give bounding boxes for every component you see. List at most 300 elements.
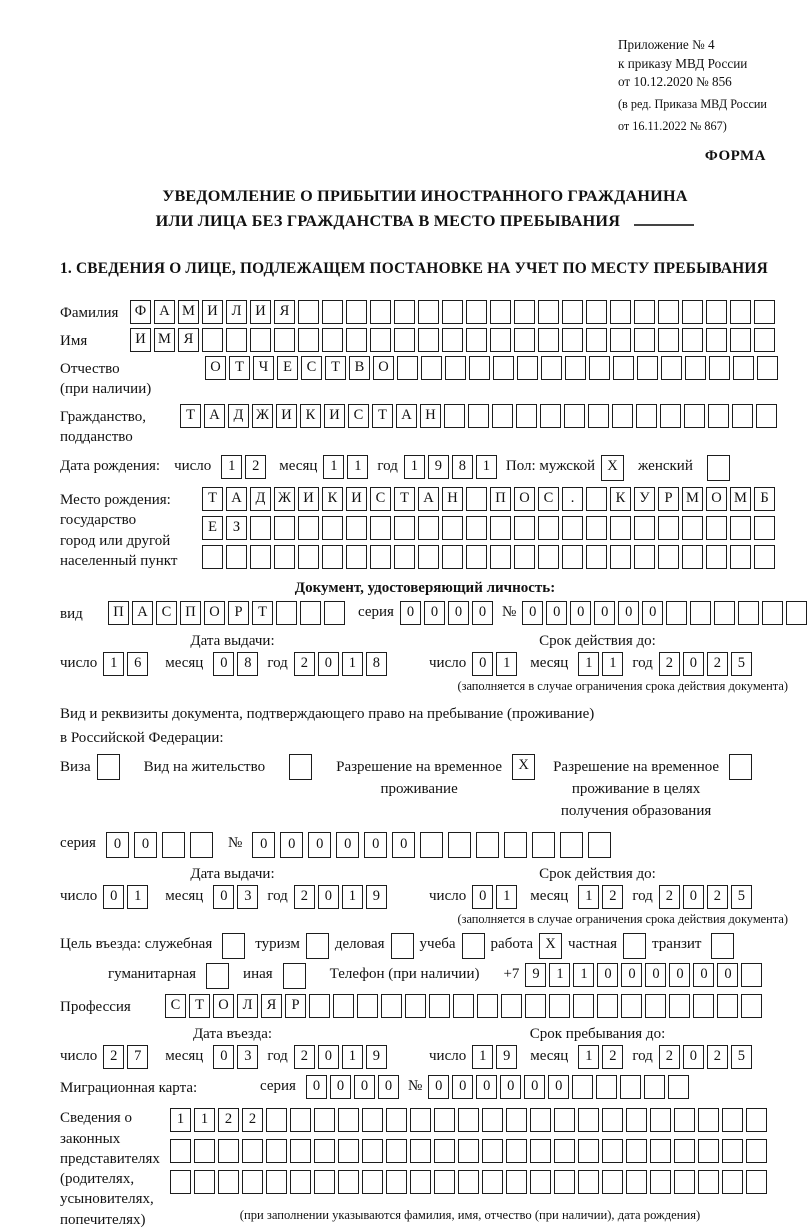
- char-cell[interactable]: [730, 328, 751, 352]
- char-cell[interactable]: [714, 601, 735, 625]
- char-cell[interactable]: 0: [308, 832, 331, 858]
- char-cell[interactable]: 3: [237, 1045, 258, 1069]
- char-cell[interactable]: [693, 994, 714, 1018]
- char-cell[interactable]: 0: [336, 832, 359, 858]
- char-cell[interactable]: [338, 1170, 359, 1194]
- char-cell[interactable]: 0: [683, 652, 704, 676]
- char-cell[interactable]: С: [538, 487, 559, 511]
- char-cell[interactable]: [645, 994, 666, 1018]
- char-cell[interactable]: И: [298, 487, 319, 511]
- char-cell[interactable]: 1: [578, 1045, 599, 1069]
- char-cell[interactable]: С: [370, 487, 391, 511]
- char-cell[interactable]: П: [180, 601, 201, 625]
- char-cell[interactable]: [623, 933, 646, 959]
- char-cell[interactable]: [514, 300, 535, 324]
- char-cell[interactable]: [434, 1139, 455, 1163]
- char-cell[interactable]: [588, 832, 611, 858]
- char-cell[interactable]: [386, 1108, 407, 1132]
- char-cell[interactable]: 9: [366, 885, 387, 909]
- char-cell[interactable]: [754, 545, 775, 569]
- char-cell[interactable]: [274, 516, 295, 540]
- char-cell[interactable]: [650, 1170, 671, 1194]
- char-cell[interactable]: 2: [659, 885, 680, 909]
- char-cell[interactable]: [706, 545, 727, 569]
- char-cell[interactable]: Т: [229, 356, 250, 380]
- char-cell[interactable]: 6: [127, 652, 148, 676]
- char-cell[interactable]: [506, 1108, 527, 1132]
- char-cell[interactable]: Т: [202, 487, 223, 511]
- char-cell[interactable]: [586, 516, 607, 540]
- char-cell[interactable]: [490, 516, 511, 540]
- char-cell[interactable]: 0: [330, 1075, 351, 1099]
- char-cell[interactable]: [746, 1108, 767, 1132]
- char-cell[interactable]: [314, 1170, 335, 1194]
- char-cell[interactable]: [708, 404, 729, 428]
- char-cell[interactable]: [290, 1139, 311, 1163]
- char-cell[interactable]: 2: [659, 652, 680, 676]
- char-cell[interactable]: [370, 516, 391, 540]
- char-cell[interactable]: [538, 545, 559, 569]
- char-cell[interactable]: [276, 601, 297, 625]
- char-cell[interactable]: [97, 754, 120, 780]
- char-cell[interactable]: Я: [274, 300, 295, 324]
- char-cell[interactable]: В: [349, 356, 370, 380]
- char-cell[interactable]: [554, 1170, 575, 1194]
- char-cell[interactable]: Т: [189, 994, 210, 1018]
- char-cell[interactable]: [738, 601, 759, 625]
- char-cell[interactable]: [634, 516, 655, 540]
- char-cell[interactable]: [610, 300, 631, 324]
- char-cell[interactable]: [418, 300, 439, 324]
- char-cell[interactable]: [391, 933, 414, 959]
- char-cell[interactable]: .: [562, 487, 583, 511]
- char-cell[interactable]: [266, 1170, 287, 1194]
- char-cell[interactable]: [362, 1139, 383, 1163]
- char-cell[interactable]: 2: [659, 1045, 680, 1069]
- char-cell[interactable]: 1: [347, 455, 368, 479]
- char-cell[interactable]: [242, 1170, 263, 1194]
- char-cell[interactable]: [453, 994, 474, 1018]
- char-cell[interactable]: 3: [237, 885, 258, 909]
- char-cell[interactable]: [669, 994, 690, 1018]
- char-cell[interactable]: 2: [602, 885, 623, 909]
- char-cell[interactable]: 1: [573, 963, 594, 987]
- char-cell[interactable]: [661, 356, 682, 380]
- char-cell[interactable]: 0: [717, 963, 738, 987]
- char-cell[interactable]: 0: [597, 963, 618, 987]
- char-cell[interactable]: [338, 1108, 359, 1132]
- char-cell[interactable]: 0: [594, 601, 615, 625]
- char-cell[interactable]: [429, 994, 450, 1018]
- char-cell[interactable]: [477, 994, 498, 1018]
- char-cell[interactable]: [706, 516, 727, 540]
- char-cell[interactable]: [346, 516, 367, 540]
- char-cell[interactable]: [666, 601, 687, 625]
- char-cell[interactable]: 2: [245, 455, 266, 479]
- char-cell[interactable]: [190, 832, 213, 858]
- char-cell[interactable]: [565, 356, 586, 380]
- char-cell[interactable]: [562, 300, 583, 324]
- char-cell[interactable]: [578, 1139, 599, 1163]
- char-cell[interactable]: 1: [170, 1108, 191, 1132]
- char-cell[interactable]: [274, 328, 295, 352]
- char-cell[interactable]: [490, 545, 511, 569]
- char-cell[interactable]: [658, 328, 679, 352]
- char-cell[interactable]: [410, 1170, 431, 1194]
- char-cell[interactable]: Т: [372, 404, 393, 428]
- char-cell[interactable]: К: [300, 404, 321, 428]
- char-cell[interactable]: 0: [106, 832, 129, 858]
- char-cell[interactable]: 0: [472, 885, 493, 909]
- char-cell[interactable]: [634, 300, 655, 324]
- char-cell[interactable]: [634, 545, 655, 569]
- char-cell[interactable]: Ч: [253, 356, 274, 380]
- char-cell[interactable]: 2: [218, 1108, 239, 1132]
- char-cell[interactable]: [370, 300, 391, 324]
- char-cell[interactable]: 1: [194, 1108, 215, 1132]
- char-cell[interactable]: [562, 328, 583, 352]
- char-cell[interactable]: 9: [366, 1045, 387, 1069]
- char-cell[interactable]: [733, 356, 754, 380]
- char-cell[interactable]: С: [156, 601, 177, 625]
- char-cell[interactable]: [626, 1170, 647, 1194]
- char-cell[interactable]: [226, 545, 247, 569]
- char-cell[interactable]: [386, 1170, 407, 1194]
- char-cell[interactable]: [610, 516, 631, 540]
- char-cell[interactable]: [690, 601, 711, 625]
- char-cell[interactable]: [698, 1108, 719, 1132]
- char-cell[interactable]: [538, 516, 559, 540]
- char-cell[interactable]: [596, 1075, 617, 1099]
- char-cell[interactable]: [636, 404, 657, 428]
- char-cell[interactable]: [730, 300, 751, 324]
- char-cell[interactable]: 8: [366, 652, 387, 676]
- char-cell[interactable]: [650, 1139, 671, 1163]
- char-cell[interactable]: П: [490, 487, 511, 511]
- char-cell[interactable]: [420, 832, 443, 858]
- char-cell[interactable]: 0: [452, 1075, 473, 1099]
- char-cell[interactable]: [218, 1170, 239, 1194]
- char-cell[interactable]: [722, 1170, 743, 1194]
- char-cell[interactable]: 0: [134, 832, 157, 858]
- char-cell[interactable]: [442, 545, 463, 569]
- char-cell[interactable]: [346, 545, 367, 569]
- char-cell[interactable]: [434, 1108, 455, 1132]
- char-cell[interactable]: 0: [476, 1075, 497, 1099]
- char-cell[interactable]: [162, 832, 185, 858]
- char-cell[interactable]: Ф: [130, 300, 151, 324]
- char-cell[interactable]: [298, 516, 319, 540]
- char-cell[interactable]: [730, 545, 751, 569]
- char-cell[interactable]: С: [348, 404, 369, 428]
- char-cell[interactable]: [202, 545, 223, 569]
- char-cell[interactable]: О: [213, 994, 234, 1018]
- char-cell[interactable]: [226, 328, 247, 352]
- char-cell[interactable]: [706, 300, 727, 324]
- char-cell[interactable]: [421, 356, 442, 380]
- char-cell[interactable]: 2: [242, 1108, 263, 1132]
- char-cell[interactable]: [562, 545, 583, 569]
- char-cell[interactable]: [706, 328, 727, 352]
- char-cell[interactable]: [532, 832, 555, 858]
- char-cell[interactable]: [674, 1108, 695, 1132]
- char-cell[interactable]: [394, 300, 415, 324]
- char-cell[interactable]: [685, 356, 706, 380]
- char-cell[interactable]: 1: [578, 885, 599, 909]
- char-cell[interactable]: [711, 933, 734, 959]
- char-cell[interactable]: 0: [546, 601, 567, 625]
- char-cell[interactable]: 1: [496, 885, 517, 909]
- char-cell[interactable]: Н: [442, 487, 463, 511]
- char-cell[interactable]: [405, 994, 426, 1018]
- char-cell[interactable]: [462, 933, 485, 959]
- char-cell[interactable]: 0: [213, 1045, 234, 1069]
- char-cell[interactable]: [306, 933, 329, 959]
- char-cell[interactable]: [442, 300, 463, 324]
- char-cell[interactable]: [506, 1170, 527, 1194]
- char-cell[interactable]: И: [346, 487, 367, 511]
- char-cell[interactable]: [418, 328, 439, 352]
- char-cell[interactable]: [466, 487, 487, 511]
- char-cell[interactable]: [516, 404, 537, 428]
- char-cell[interactable]: 1: [342, 652, 363, 676]
- char-cell[interactable]: А: [396, 404, 417, 428]
- char-cell[interactable]: [394, 516, 415, 540]
- char-cell[interactable]: [602, 1139, 623, 1163]
- char-cell[interactable]: [597, 994, 618, 1018]
- char-cell[interactable]: [562, 516, 583, 540]
- char-cell[interactable]: [698, 1170, 719, 1194]
- char-cell[interactable]: Т: [325, 356, 346, 380]
- char-cell[interactable]: 0: [318, 1045, 339, 1069]
- char-cell[interactable]: [572, 1075, 593, 1099]
- char-cell[interactable]: [525, 994, 546, 1018]
- char-cell[interactable]: [482, 1139, 503, 1163]
- char-cell[interactable]: [621, 994, 642, 1018]
- char-cell[interactable]: [300, 601, 321, 625]
- char-cell[interactable]: 0: [378, 1075, 399, 1099]
- char-cell[interactable]: А: [132, 601, 153, 625]
- char-cell[interactable]: [490, 300, 511, 324]
- char-cell[interactable]: [194, 1139, 215, 1163]
- char-cell[interactable]: [658, 545, 679, 569]
- char-cell[interactable]: 7: [127, 1045, 148, 1069]
- char-cell[interactable]: [346, 328, 367, 352]
- char-cell[interactable]: [560, 832, 583, 858]
- char-cell[interactable]: [674, 1139, 695, 1163]
- char-cell[interactable]: О: [373, 356, 394, 380]
- char-cell[interactable]: И: [202, 300, 223, 324]
- char-cell[interactable]: [762, 601, 783, 625]
- char-cell[interactable]: 2: [707, 652, 728, 676]
- char-cell[interactable]: [586, 300, 607, 324]
- char-cell[interactable]: [602, 1108, 623, 1132]
- char-cell[interactable]: Д: [250, 487, 271, 511]
- char-cell[interactable]: [418, 545, 439, 569]
- char-cell[interactable]: [541, 356, 562, 380]
- char-cell[interactable]: [530, 1108, 551, 1132]
- char-cell[interactable]: [578, 1108, 599, 1132]
- char-cell[interactable]: М: [730, 487, 751, 511]
- char-cell[interactable]: [222, 933, 245, 959]
- char-cell[interactable]: [482, 1108, 503, 1132]
- char-cell[interactable]: [620, 1075, 641, 1099]
- char-cell[interactable]: [741, 963, 762, 987]
- char-cell[interactable]: 0: [683, 1045, 704, 1069]
- char-cell[interactable]: 0: [392, 832, 415, 858]
- char-cell[interactable]: 5: [731, 652, 752, 676]
- char-cell[interactable]: 0: [318, 652, 339, 676]
- char-cell[interactable]: 1: [323, 455, 344, 479]
- char-cell[interactable]: 1: [404, 455, 425, 479]
- char-cell[interactable]: А: [418, 487, 439, 511]
- char-cell[interactable]: [786, 601, 807, 625]
- char-cell[interactable]: 0: [428, 1075, 449, 1099]
- char-cell[interactable]: [333, 994, 354, 1018]
- char-cell[interactable]: Р: [228, 601, 249, 625]
- char-cell[interactable]: [482, 1170, 503, 1194]
- char-cell[interactable]: [492, 404, 513, 428]
- char-cell[interactable]: [658, 516, 679, 540]
- char-cell[interactable]: [410, 1108, 431, 1132]
- char-cell[interactable]: [309, 994, 330, 1018]
- char-cell[interactable]: О: [706, 487, 727, 511]
- char-cell[interactable]: З: [226, 516, 247, 540]
- char-cell[interactable]: У: [634, 487, 655, 511]
- char-cell[interactable]: К: [610, 487, 631, 511]
- char-cell[interactable]: 8: [452, 455, 473, 479]
- char-cell[interactable]: И: [324, 404, 345, 428]
- char-cell[interactable]: И: [130, 328, 151, 352]
- char-cell[interactable]: [602, 1170, 623, 1194]
- char-cell[interactable]: Ж: [274, 487, 295, 511]
- char-cell[interactable]: [444, 404, 465, 428]
- char-cell[interactable]: [410, 1139, 431, 1163]
- char-cell[interactable]: 9: [525, 963, 546, 987]
- char-cell[interactable]: [394, 545, 415, 569]
- char-cell[interactable]: 0: [570, 601, 591, 625]
- char-cell[interactable]: 2: [707, 885, 728, 909]
- char-cell[interactable]: X: [512, 754, 535, 780]
- char-cell[interactable]: [589, 356, 610, 380]
- char-cell[interactable]: Ж: [252, 404, 273, 428]
- char-cell[interactable]: [250, 516, 271, 540]
- char-cell[interactable]: 9: [496, 1045, 517, 1069]
- char-cell[interactable]: [757, 356, 778, 380]
- char-cell[interactable]: [298, 300, 319, 324]
- char-cell[interactable]: К: [322, 487, 343, 511]
- char-cell[interactable]: [468, 404, 489, 428]
- char-cell[interactable]: Л: [226, 300, 247, 324]
- char-cell[interactable]: 0: [103, 885, 124, 909]
- char-cell[interactable]: 0: [522, 601, 543, 625]
- char-cell[interactable]: О: [514, 487, 535, 511]
- char-cell[interactable]: [445, 356, 466, 380]
- char-cell[interactable]: [549, 994, 570, 1018]
- char-cell[interactable]: [554, 1139, 575, 1163]
- char-cell[interactable]: [314, 1139, 335, 1163]
- char-cell[interactable]: [274, 545, 295, 569]
- char-cell[interactable]: И: [276, 404, 297, 428]
- char-cell[interactable]: 2: [103, 1045, 124, 1069]
- char-cell[interactable]: [707, 455, 730, 481]
- char-cell[interactable]: [588, 404, 609, 428]
- char-cell[interactable]: [476, 832, 499, 858]
- char-cell[interactable]: 0: [280, 832, 303, 858]
- char-cell[interactable]: [290, 1170, 311, 1194]
- char-cell[interactable]: 0: [306, 1075, 327, 1099]
- char-cell[interactable]: 1: [342, 1045, 363, 1069]
- char-cell[interactable]: Т: [252, 601, 273, 625]
- char-cell[interactable]: 9: [428, 455, 449, 479]
- char-cell[interactable]: [386, 1139, 407, 1163]
- char-cell[interactable]: М: [154, 328, 175, 352]
- char-cell[interactable]: 1: [103, 652, 124, 676]
- char-cell[interactable]: 0: [472, 601, 493, 625]
- char-cell[interactable]: [283, 963, 306, 989]
- char-cell[interactable]: Л: [237, 994, 258, 1018]
- char-cell[interactable]: [586, 545, 607, 569]
- char-cell[interactable]: [218, 1139, 239, 1163]
- char-cell[interactable]: [668, 1075, 689, 1099]
- char-cell[interactable]: [612, 404, 633, 428]
- char-cell[interactable]: 0: [252, 832, 275, 858]
- char-cell[interactable]: [466, 545, 487, 569]
- char-cell[interactable]: [682, 516, 703, 540]
- char-cell[interactable]: [530, 1139, 551, 1163]
- char-cell[interactable]: [732, 404, 753, 428]
- char-cell[interactable]: [418, 516, 439, 540]
- char-cell[interactable]: [501, 994, 522, 1018]
- char-cell[interactable]: 0: [213, 652, 234, 676]
- char-cell[interactable]: П: [108, 601, 129, 625]
- char-cell[interactable]: [250, 328, 271, 352]
- char-cell[interactable]: 0: [500, 1075, 521, 1099]
- char-cell[interactable]: [338, 1139, 359, 1163]
- char-cell[interactable]: 0: [621, 963, 642, 987]
- char-cell[interactable]: 0: [683, 885, 704, 909]
- char-cell[interactable]: 2: [294, 885, 315, 909]
- char-cell[interactable]: 0: [318, 885, 339, 909]
- char-cell[interactable]: [370, 328, 391, 352]
- char-cell[interactable]: [298, 545, 319, 569]
- char-cell[interactable]: [722, 1139, 743, 1163]
- char-cell[interactable]: [717, 994, 738, 1018]
- char-cell[interactable]: [538, 300, 559, 324]
- char-cell[interactable]: Я: [261, 994, 282, 1018]
- char-cell[interactable]: [322, 328, 343, 352]
- char-cell[interactable]: [442, 328, 463, 352]
- char-cell[interactable]: [514, 545, 535, 569]
- char-cell[interactable]: [682, 328, 703, 352]
- char-cell[interactable]: Н: [420, 404, 441, 428]
- char-cell[interactable]: Т: [394, 487, 415, 511]
- char-cell[interactable]: [634, 328, 655, 352]
- char-cell[interactable]: 1: [602, 652, 623, 676]
- char-cell[interactable]: [397, 356, 418, 380]
- char-cell[interactable]: О: [204, 601, 225, 625]
- char-cell[interactable]: Б: [754, 487, 775, 511]
- char-cell[interactable]: [381, 994, 402, 1018]
- char-cell[interactable]: [573, 994, 594, 1018]
- char-cell[interactable]: [322, 545, 343, 569]
- char-cell[interactable]: [644, 1075, 665, 1099]
- char-cell[interactable]: [314, 1108, 335, 1132]
- char-cell[interactable]: 0: [669, 963, 690, 987]
- char-cell[interactable]: [741, 994, 762, 1018]
- char-cell[interactable]: Р: [285, 994, 306, 1018]
- char-cell[interactable]: [610, 545, 631, 569]
